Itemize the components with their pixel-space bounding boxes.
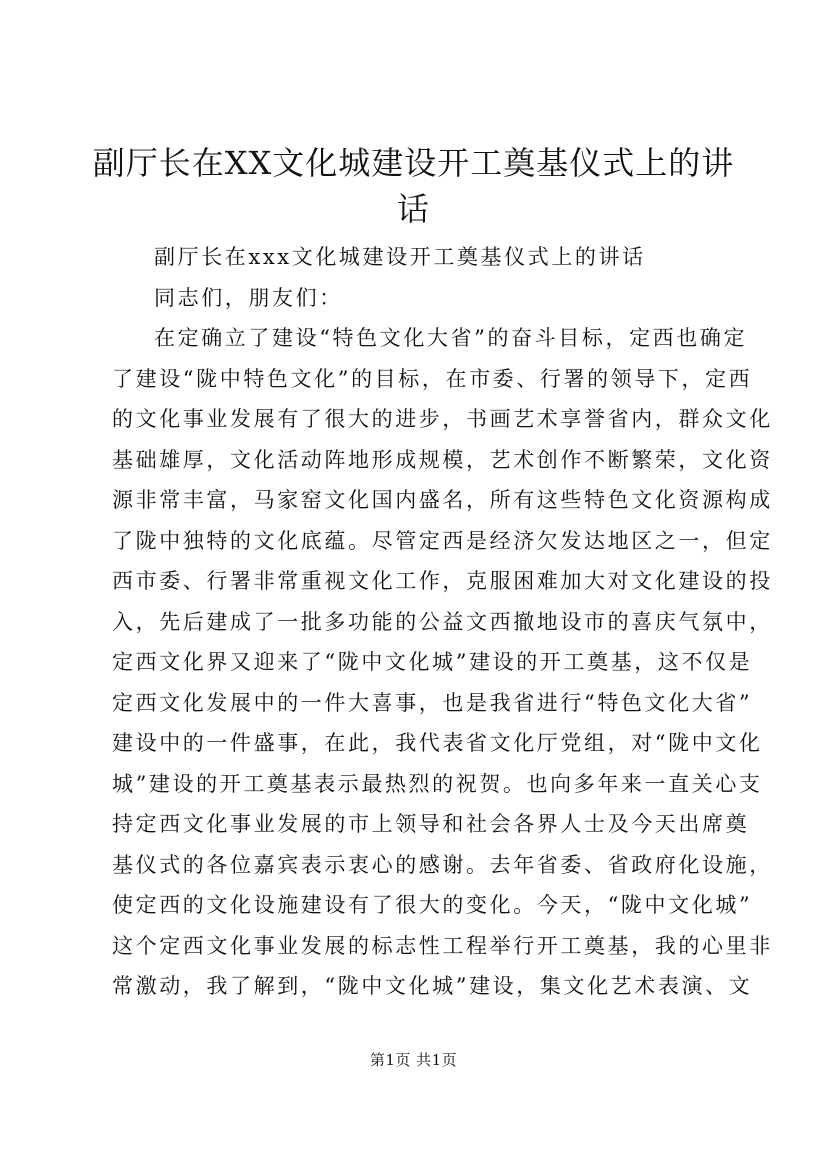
body-line: 定西文化发展中的一件大喜事，也是我省进行“特色文化大省” [112, 690, 753, 715]
body-line: 的文化事业发展有了很大的进步，书画艺术享誉省内，群众文化 [112, 407, 773, 431]
body-line: 西市委、行署非常重视文化工作，克服困难加大对文化建设的投 [112, 569, 773, 593]
body-line: 基础雄厚，文化活动阵地形成规模，艺术创作不断繁荣，文化资 [112, 447, 773, 472]
body-line: 入，先后建成了一批多功能的公益文西撤地设市的喜庆气氛中， [112, 609, 773, 634]
body-line: 城”建设的开工奠基表示最热烈的祝贺。也向多年来一直关心支 [112, 771, 763, 796]
body-line: 源非常丰富，马家窑文化国内盛名，所有这些特色文化资源构成 [112, 488, 773, 512]
body-line: 了建设“陇中特色文化”的目标，在市委、行署的领导下，定西 [112, 366, 753, 391]
body-line: 持定西文化事业发展的市上领导和社会各界人士及今天出席奠 [112, 812, 750, 836]
document-body [112, 237, 773, 1007]
document-title [90, 140, 737, 232]
body-line: 基仪式的各位嘉宾表示衷心的感谢。去年省委、省政府化设施， [112, 852, 773, 877]
page-number-footer: 第1页 共1页 [369, 1051, 458, 1069]
greeting: 同志们，朋友们： [154, 285, 343, 310]
body-line: 了陇中独特的文化底蕴。尽管定西是经济欠发达地区之一，但定 [112, 528, 773, 553]
body-line: 使定西的文化设施建设有了很大的变化。今天，“陇中文化城” [112, 893, 753, 917]
body-line: 这个定西文化事业发展的标志性工程举行开工奠基，我的心里非 [112, 933, 773, 958]
subtitle: 副厅长在xxx文化城建设开工奠基仪式上的讲话 [154, 245, 646, 269]
body-line: 在定确立了建设“特色文化大省”的奋斗目标，定西也确定 [154, 326, 748, 350]
body-line: 建设中的一件盛事，在此，我代表省文化厅党组，对“陇中文化 [112, 731, 763, 755]
title-line-2: 话 [396, 190, 430, 228]
body-line: 常激动，我了解到，“陇中文化城”建设，集文化艺术表演、文 [112, 974, 753, 998]
body-line: 定西文化界又迎来了“陇中文化城”建设的开工奠基，这不仅是 [112, 650, 753, 674]
title-line-1: 副厅长在XX文化城建设开工奠基仪式上的讲 [92, 144, 735, 182]
